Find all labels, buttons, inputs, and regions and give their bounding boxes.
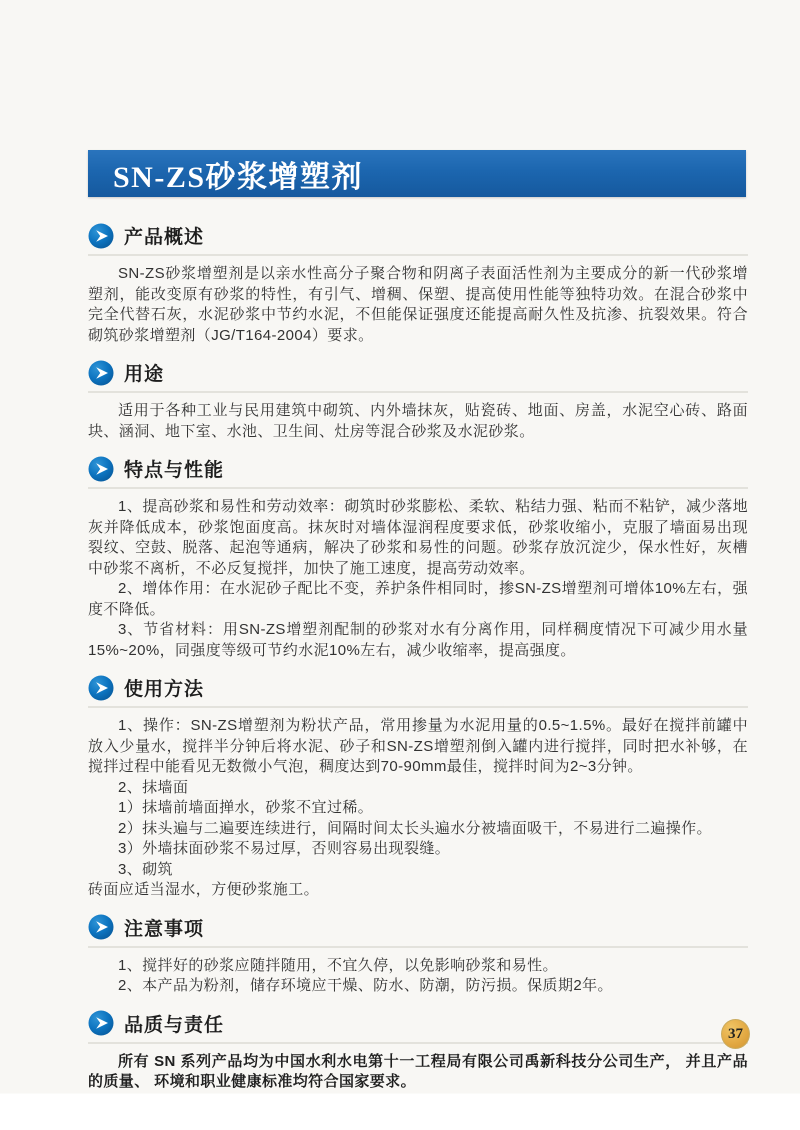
section-title: 用途 [124,364,165,385]
paragraph: SN-ZS砂浆增塑剂是以亲水性高分子聚合物和阴离子表面活性剂为主要成分的新一代砂浆增塑剂，能改变原有砂浆的特性，有引气、增稠、保塑、提高使用性能等独特功效。在混合砂浆中完全代替石灰，水泥砂浆中节约水泥，不但能保证强度还能提高耐久性及抗渗、抗裂效果。符合砌筑砂浆增塑剂（JG/T164-2004）要求。 [88,265,748,344]
section-header [88,914,748,948]
section-body [88,256,748,346]
paragraph: 1、搅拌好的砂浆应随拌随用，不宜久停，以免影响砂浆和易性。 [118,956,558,974]
paragraph: 3、节省材料：用SN-ZS增塑剂配制的砂浆对水有分离作用，同样稠度情况下可减少用水量15%~20%，同强度等级可节约水泥10%左右，减少收缩率，提高强度。 [88,621,748,659]
document-section [88,455,748,661]
section-title: 特点与性能 [124,460,225,481]
document-section [88,1010,748,1093]
circle-arrow-right-icon [88,675,114,701]
document-section [88,359,748,442]
paragraph: 2、本产品为粉剂，储存环境应干燥、防水、防潮，防污损。保质期2年。 [118,977,613,994]
paragraph: 所有 SN 系列产品均为中国水利水电第十一工程局有限公司禹新科技分公司生产， 并且产品的质量、 环境和职业健康标准均符合国家要求。 [88,1052,748,1090]
circle-arrow-right-icon [88,456,114,482]
section-header [88,222,748,256]
paragraph: 适用于各种工业与民用建筑中砌筑、内外墙抹灰，贴瓷砖、地面、房盖，水泥空心砖、路面块、涵洞、地下室、水池、卫生间、灶房等混合砂浆及水泥砂浆。 [88,402,748,440]
paragraph: 2、增体作用：在水泥砂子配比不变，养护条件相同时，掺SN-ZS增塑剂可增体10%左右，强度不降低。 [88,580,748,618]
product-title: SN-ZS砂浆增塑剂 [113,160,364,194]
circle-arrow-right-icon [88,1010,114,1036]
document-section [88,222,748,346]
section-title: 品质与责任 [124,1014,225,1036]
section-body [88,489,748,661]
section-body [88,393,748,442]
section-header [88,1010,748,1044]
paragraph: 砖面应适当湿水，方便砂浆施工。 [88,881,320,898]
page-content [88,150,748,1093]
section-title: 使用方法 [124,679,205,700]
circle-arrow-right-icon [88,360,114,386]
section-header [88,455,748,489]
section-title: 产品概述 [124,227,205,248]
page-number-badge [721,1019,750,1049]
page-number: 37 [728,1025,743,1042]
sections [88,222,748,1093]
section-header [88,674,748,708]
document-section [88,674,748,901]
document-section [88,914,748,997]
section-header [88,359,748,393]
paragraph: 1、操作：SN-ZS增塑剂为粉状产品，常用掺量为水泥用量的0.5~1.5%。最好在搅拌前罐中放入少量水，搅拌半分钟后将水泥、砂子和SN-ZS增塑剂倒入罐内进行搅拌，同时把水补够，在搅拌过程中能看见无数微小气泡，稠度达到70-90mm最佳，搅拌时间为2~3分钟。 [88,717,748,775]
section-body [88,1044,748,1093]
circle-arrow-right-icon [88,223,114,249]
paragraph: 3、砌筑 [118,860,173,878]
title-banner [88,150,746,197]
section-body [88,708,748,901]
paragraph: 1）抹墙前墙面掸水，砂浆不宜过稀。 [118,799,374,816]
circle-arrow-right-icon [88,914,114,940]
paragraph: 1、提高砂浆和易性和劳动效率：砌筑时砂浆膨松、柔软、粘结力强、粘而不粘铲，减少落地灰并降低成本，砂浆饱面度高。抹灰时对墙体湿润程度要求低，砂浆收缩小，克服了墙面易出现裂纹、空鼓、脱落、起泡等通病，解决了砂浆和易性的问题。砂浆存放沉淀少，保水性好，灰槽中砂浆不离析，不必反复搅拌，加快了施工速度，提高劳动效率。 [88,498,748,577]
section-title: 注意事项 [124,918,205,940]
paragraph: 2）抹头遍与二遍要连续进行，间隔时间太长头遍水分被墙面吸干，不易进行二遍操作。 [118,819,712,837]
paragraph: 3）外墙抹面砂浆不易过厚，否则容易出现裂缝。 [118,840,451,857]
section-body [88,948,748,997]
paragraph: 2、抹墙面 [118,778,189,796]
